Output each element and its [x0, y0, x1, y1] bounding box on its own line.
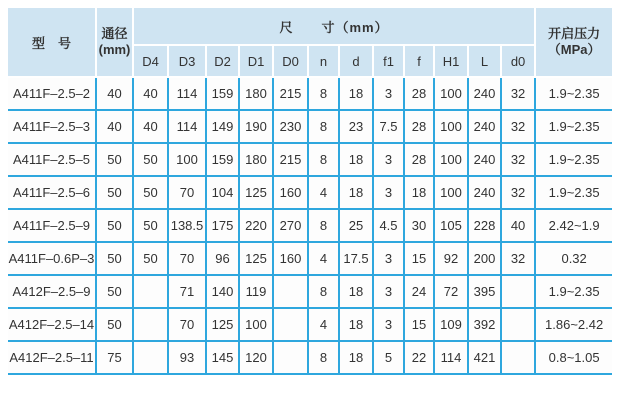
dim-cell: 70 — [168, 308, 206, 341]
dim-cell: 200 — [468, 242, 501, 275]
header-dim-l: L — [468, 45, 501, 77]
dim-cell: 28 — [404, 110, 434, 143]
table-row — [8, 143, 612, 176]
dim-cell: 22 — [404, 341, 434, 374]
dim-cell: 215 — [273, 77, 308, 110]
dim-cell — [501, 341, 535, 374]
dim-cell: 50 — [133, 143, 168, 176]
header-pressure — [535, 8, 612, 77]
table-row — [8, 275, 612, 308]
pressure-cell: 0.8~1.05 — [535, 341, 612, 374]
header-pressure-line2: （MPa） — [547, 42, 601, 57]
table-row — [8, 110, 612, 143]
header-dim-d4: D4 — [133, 45, 168, 77]
header-pressure-line1: 开启压力 — [548, 25, 601, 41]
dim-cell: 24 — [404, 275, 434, 308]
dim-cell: 17.5 — [339, 242, 373, 275]
header-dim-d3: D3 — [168, 45, 206, 77]
dim-cell: 93 — [168, 341, 206, 374]
model-cell: A412F–2.5–11 — [8, 341, 96, 374]
header-diameter-line1: 通径 — [101, 25, 128, 41]
dim-cell — [133, 308, 168, 341]
header-model: 型 号 — [8, 8, 96, 77]
dim-cell: 395 — [468, 275, 501, 308]
dim-cell: 100 — [434, 143, 468, 176]
dim-cell: 18 — [339, 275, 373, 308]
table-header — [8, 8, 612, 77]
dim-cell: 18 — [339, 341, 373, 374]
dim-cell: 25 — [339, 209, 373, 242]
dn-cell: 40 — [96, 77, 133, 110]
model-cell: A411F–2.5–9 — [8, 209, 96, 242]
dim-cell: 70 — [168, 242, 206, 275]
dim-cell: 240 — [468, 110, 501, 143]
dim-cell: 270 — [273, 209, 308, 242]
dim-cell: 40 — [133, 77, 168, 110]
dim-cell: 28 — [404, 143, 434, 176]
dim-cell: 228 — [468, 209, 501, 242]
dim-cell: 120 — [239, 341, 273, 374]
model-cell: A411F–2.5–2 — [8, 77, 96, 110]
valve-spec-table — [8, 8, 612, 375]
dim-cell: 160 — [273, 176, 308, 209]
pressure-cell: 0.32 — [535, 242, 612, 275]
model-cell: A412F–2.5–14 — [8, 308, 96, 341]
dim-cell: 18 — [339, 176, 373, 209]
table-row — [8, 242, 612, 275]
model-cell: A412F–2.5–9 — [8, 275, 96, 308]
dim-cell: 72 — [434, 275, 468, 308]
dim-cell: 4.5 — [373, 209, 404, 242]
dim-cell: 114 — [434, 341, 468, 374]
pressure-cell: 1.9~2.35 — [535, 176, 612, 209]
dim-cell: 3 — [373, 308, 404, 341]
dim-cell: 8 — [308, 275, 339, 308]
dim-cell: 125 — [206, 308, 239, 341]
dim-cell — [501, 308, 535, 341]
dim-cell: 230 — [273, 110, 308, 143]
dim-cell: 15 — [404, 242, 434, 275]
table-row — [8, 308, 612, 341]
dim-cell: 138.5 — [168, 209, 206, 242]
header-dim-n: n — [308, 45, 339, 77]
pressure-cell: 1.9~2.35 — [535, 143, 612, 176]
dim-cell: 30 — [404, 209, 434, 242]
dim-cell: 160 — [273, 242, 308, 275]
table-body — [8, 77, 612, 374]
table-row — [8, 341, 612, 374]
dim-cell: 114 — [168, 110, 206, 143]
header-dim-d0-small: d0 — [501, 45, 535, 77]
dim-cell: 8 — [308, 110, 339, 143]
header-size-group: 尺 寸（mm） — [133, 8, 535, 45]
dim-cell: 100 — [434, 110, 468, 143]
pressure-cell: 1.86~2.42 — [535, 308, 612, 341]
dim-cell: 40 — [501, 209, 535, 242]
dim-cell: 125 — [239, 176, 273, 209]
dn-cell: 50 — [96, 275, 133, 308]
dim-cell — [133, 341, 168, 374]
pressure-cell: 1.9~2.35 — [535, 110, 612, 143]
dim-cell: 180 — [239, 143, 273, 176]
dim-cell: 28 — [404, 77, 434, 110]
dim-cell: 119 — [239, 275, 273, 308]
dim-cell: 175 — [206, 209, 239, 242]
dim-cell: 8 — [308, 77, 339, 110]
dim-cell: 32 — [501, 176, 535, 209]
dim-cell: 190 — [239, 110, 273, 143]
dim-cell: 32 — [501, 77, 535, 110]
header-dim-f: f — [404, 45, 434, 77]
header-dim-d0: D0 — [273, 45, 308, 77]
dim-cell: 114 — [168, 77, 206, 110]
dn-cell: 50 — [96, 209, 133, 242]
header-dim-f1: f1 — [373, 45, 404, 77]
dim-cell: 215 — [273, 143, 308, 176]
dim-cell: 159 — [206, 143, 239, 176]
dim-cell: 3 — [373, 275, 404, 308]
dim-cell: 125 — [239, 242, 273, 275]
dim-cell: 96 — [206, 242, 239, 275]
model-cell: A411F–2.5–6 — [8, 176, 96, 209]
dim-cell: 3 — [373, 176, 404, 209]
dim-cell: 3 — [373, 143, 404, 176]
dim-cell — [273, 275, 308, 308]
pressure-cell: 1.9~2.35 — [535, 77, 612, 110]
dim-cell: 220 — [239, 209, 273, 242]
header-dim-h1: H1 — [434, 45, 468, 77]
dim-cell — [273, 341, 308, 374]
dim-cell: 18 — [339, 143, 373, 176]
dim-cell: 240 — [468, 77, 501, 110]
dim-cell: 92 — [434, 242, 468, 275]
dim-cell: 8 — [308, 341, 339, 374]
table-row — [8, 209, 612, 242]
dim-cell: 240 — [468, 143, 501, 176]
header-diameter — [96, 8, 133, 77]
dim-cell: 4 — [308, 176, 339, 209]
dim-cell: 5 — [373, 341, 404, 374]
dim-cell: 421 — [468, 341, 501, 374]
dim-cell: 18 — [339, 77, 373, 110]
dim-cell: 32 — [501, 242, 535, 275]
dim-cell: 18 — [339, 308, 373, 341]
dim-cell: 50 — [133, 242, 168, 275]
dim-cell: 100 — [434, 77, 468, 110]
dim-cell — [501, 275, 535, 308]
dim-cell: 4 — [308, 308, 339, 341]
dim-cell: 3 — [373, 77, 404, 110]
dn-cell: 50 — [96, 176, 133, 209]
model-cell: A411F–0.6P–3 — [8, 242, 96, 275]
dim-cell: 159 — [206, 77, 239, 110]
dn-cell: 40 — [96, 110, 133, 143]
dim-cell: 7.5 — [373, 110, 404, 143]
dim-cell: 70 — [168, 176, 206, 209]
dim-cell: 145 — [206, 341, 239, 374]
pressure-cell: 1.9~2.35 — [535, 275, 612, 308]
dim-cell — [273, 308, 308, 341]
dim-cell: 32 — [501, 110, 535, 143]
dim-cell: 100 — [434, 176, 468, 209]
dn-cell: 75 — [96, 341, 133, 374]
dim-cell — [133, 275, 168, 308]
dim-cell: 15 — [404, 308, 434, 341]
dim-cell: 32 — [501, 143, 535, 176]
dim-cell: 8 — [308, 143, 339, 176]
dn-cell: 50 — [96, 242, 133, 275]
model-cell: A411F–2.5–3 — [8, 110, 96, 143]
dim-cell: 8 — [308, 209, 339, 242]
dim-cell: 240 — [468, 176, 501, 209]
dim-cell: 4 — [308, 242, 339, 275]
dim-cell: 180 — [239, 77, 273, 110]
dim-cell: 109 — [434, 308, 468, 341]
dim-cell: 23 — [339, 110, 373, 143]
pressure-cell: 2.42~1.9 — [535, 209, 612, 242]
dim-cell: 104 — [206, 176, 239, 209]
table-row — [8, 176, 612, 209]
dim-cell: 40 — [133, 110, 168, 143]
header-dim-d2: D2 — [206, 45, 239, 77]
header-dim-d1: D1 — [239, 45, 273, 77]
dim-cell: 3 — [373, 242, 404, 275]
dim-cell: 71 — [168, 275, 206, 308]
dim-cell: 140 — [206, 275, 239, 308]
dim-cell: 392 — [468, 308, 501, 341]
model-cell: A411F–2.5–5 — [8, 143, 96, 176]
dn-cell: 50 — [96, 308, 133, 341]
header-diameter-line2: (mm) — [98, 42, 131, 57]
dn-cell: 50 — [96, 143, 133, 176]
dim-cell: 50 — [133, 209, 168, 242]
dim-cell: 149 — [206, 110, 239, 143]
header-dim-d: d — [339, 45, 373, 77]
table-row — [8, 77, 612, 110]
dim-cell: 50 — [133, 176, 168, 209]
dim-cell: 100 — [168, 143, 206, 176]
dim-cell: 18 — [404, 176, 434, 209]
dim-cell: 100 — [239, 308, 273, 341]
dim-cell: 105 — [434, 209, 468, 242]
